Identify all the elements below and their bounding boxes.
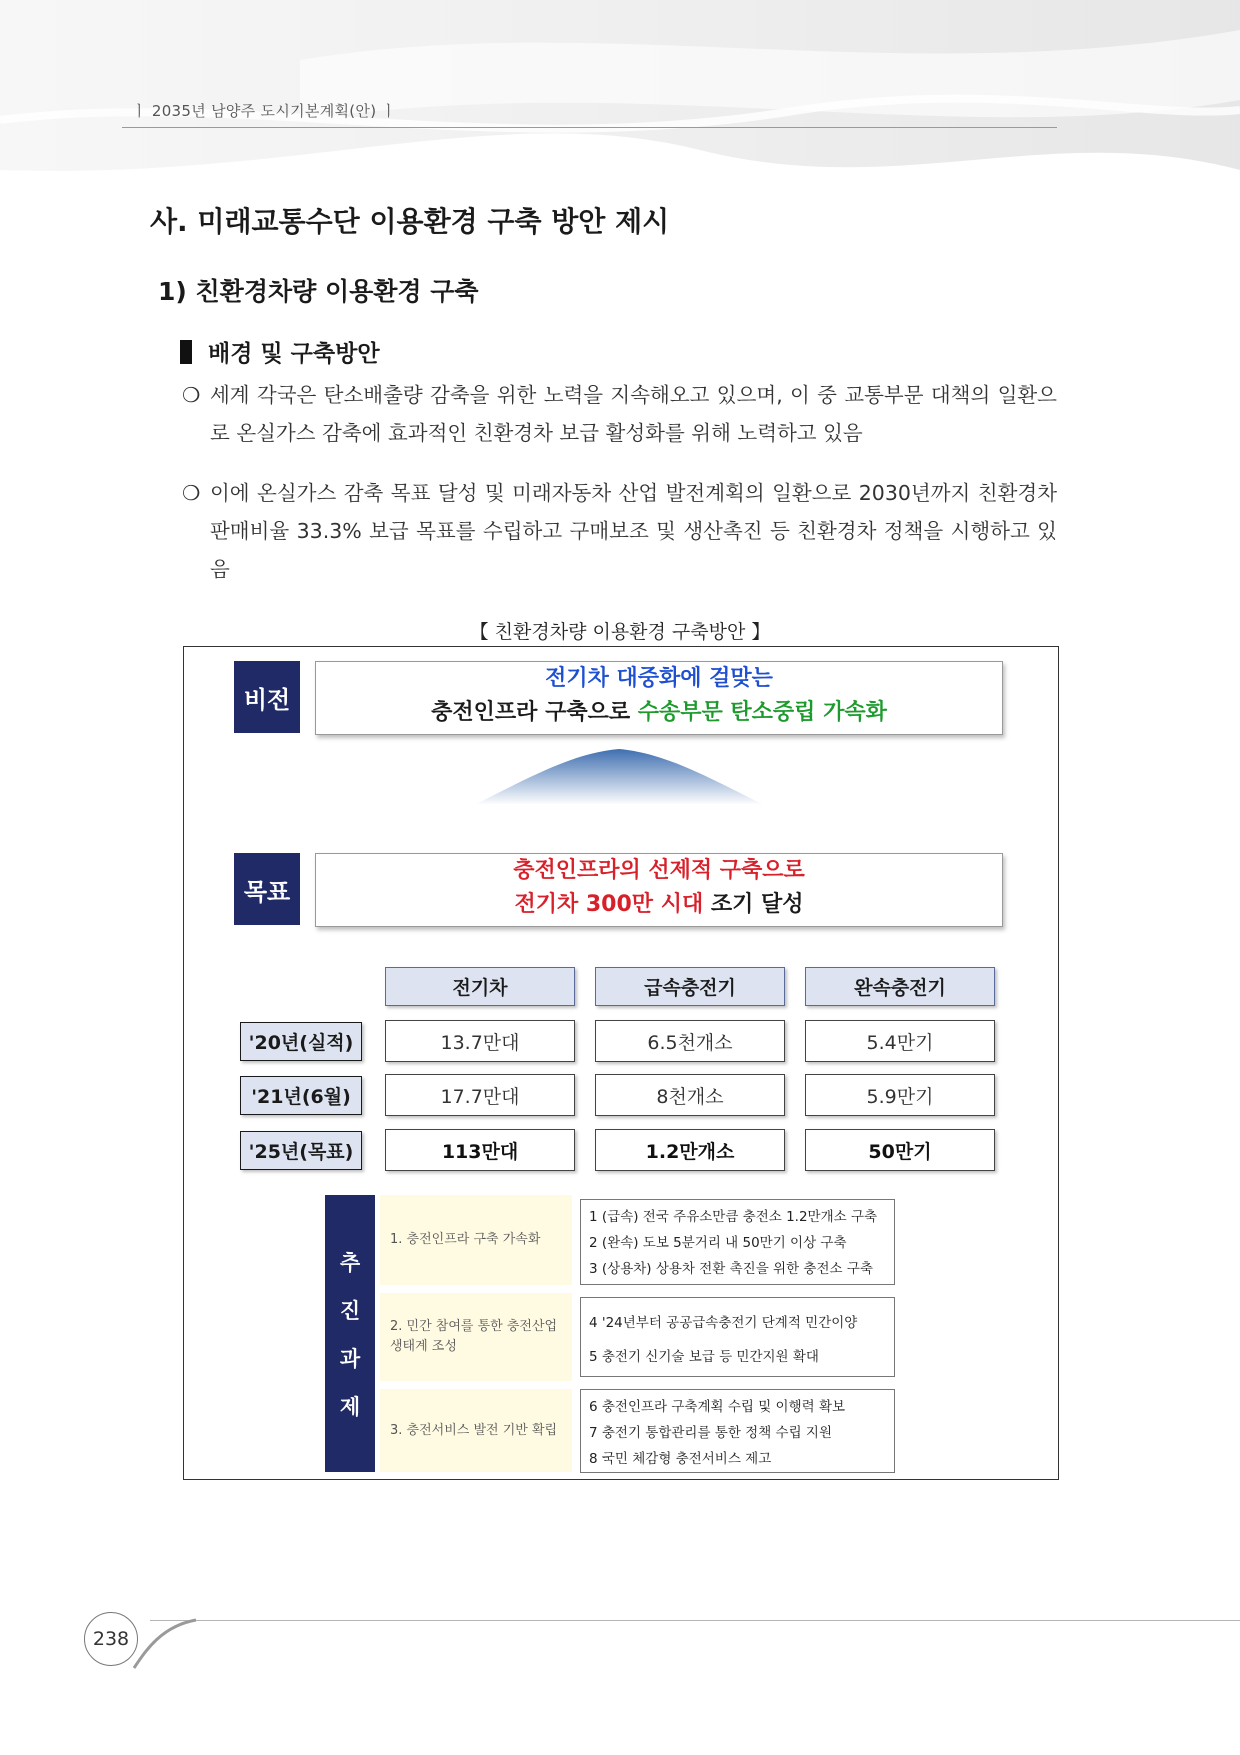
task-item: 7 충전기 통합관리를 통한 정책 수립 지원 — [589, 1425, 832, 1441]
task-list-2 — [580, 1297, 895, 1377]
table-cell: 8천개소 — [595, 1074, 785, 1116]
vision-line-2-part-b: 수송부문 탄소중립 가속화 — [637, 700, 887, 725]
table-cell: 6.5천개소 — [595, 1020, 785, 1062]
circle-bullet-icon: ❍ — [182, 383, 201, 407]
goal-statement — [315, 853, 1003, 927]
bullet-heading-text: 배경 및 구축방안 — [208, 341, 380, 367]
footer-swoosh-decoration — [128, 1610, 198, 1670]
column-header-ev: 전기차 — [385, 967, 575, 1006]
up-arrow-icon — [474, 745, 764, 805]
task-item: 3 (상용차) 상용차 전환 촉진을 위한 충전소 구축 — [589, 1261, 873, 1277]
section-title: 사. 미래교통수단 이용환경 구축 방안 제시 — [150, 205, 670, 238]
header-divider — [122, 127, 1057, 128]
page-number: 238 — [84, 1612, 138, 1666]
paragraph-2 — [182, 474, 1057, 588]
bullet-heading — [180, 335, 380, 368]
goal-line-2-part-a: 전기차 300만 시대 — [514, 892, 704, 917]
task-category-2: 2. 민간 참여를 통한 충전산업 생태계 조성 — [380, 1293, 572, 1381]
goal-line-2 — [316, 888, 1002, 922]
task-category-3: 3. 충전서비스 발전 기반 확립 — [380, 1389, 572, 1472]
tasks-label-char: 추 — [339, 1250, 361, 1275]
tasks-label-char: 과 — [339, 1346, 361, 1371]
tasks-label — [325, 1195, 375, 1472]
figure-caption: 【 친환경차량 이용환경 구축방안 】 — [469, 621, 771, 643]
table-cell: 5.4만기 — [805, 1020, 995, 1062]
running-header: ㅣ 2035년 남양주 도시기본계획(안) ㅣ — [132, 102, 397, 120]
figure-frame — [183, 646, 1059, 1480]
table-cell: 17.7만대 — [385, 1074, 575, 1116]
table-cell: 1.2만개소 — [595, 1129, 785, 1171]
vision-line-2 — [316, 696, 1002, 730]
vision-statement — [315, 661, 1003, 735]
table-cell: 50만기 — [805, 1129, 995, 1171]
table-cell: 13.7만대 — [385, 1020, 575, 1062]
table-cell: 113만대 — [385, 1129, 575, 1171]
vision-label: 비전 — [234, 661, 300, 733]
task-item: 8 국민 체감형 충전서비스 제고 — [589, 1451, 772, 1467]
goal-line-2-part-b: 조기 달성 — [703, 892, 804, 917]
tasks-label-char: 제 — [339, 1394, 361, 1419]
paragraph-text: 세계 각국은 탄소배출량 감축을 위한 노력을 지속해오고 있으며, 이 중 교통부문 대책의 일환으로 온실가스 감축에 효과적인 친환경차 보급 활성화를 위해 노력하고 있음 — [210, 383, 1057, 445]
subsection-title: 1) 친환경차량 이용환경 구축 — [158, 277, 479, 306]
tasks-label-char: 진 — [339, 1298, 361, 1323]
task-item: 5 충전기 신기술 보급 등 민간지원 확대 — [589, 1349, 819, 1365]
column-header-fast-charger: 급속충전기 — [595, 967, 785, 1006]
goal-line-1: 충전인프라의 선제적 구축으로 — [513, 858, 805, 883]
column-header-slow-charger: 완속충전기 — [805, 967, 995, 1006]
task-item: 4 '24년부터 공공급속충전기 단계적 민간이양 — [589, 1315, 858, 1331]
row-header-2025: '25년(목표) — [240, 1131, 362, 1170]
task-list-1 — [580, 1199, 895, 1285]
vision-line-1: 전기차 대중화에 걸맞는 — [545, 666, 773, 691]
row-header-2021: '21년(6월) — [240, 1076, 362, 1115]
circle-bullet-icon: ❍ — [182, 481, 201, 505]
paragraph-1 — [182, 376, 1057, 452]
square-bullet-icon — [180, 340, 192, 364]
task-item: 1 (급속) 전국 주유소만큼 충전소 1.2만개소 구축 — [589, 1209, 878, 1225]
table-cell: 5.9만기 — [805, 1074, 995, 1116]
task-list-3 — [580, 1389, 895, 1473]
task-category-1: 1. 충전인프라 구축 가속화 — [380, 1195, 572, 1285]
paragraph-text: 이에 온실가스 감축 목표 달성 및 미래자동차 산업 발전계획의 일환으로 2030년까지 친환경차 판매비율 33.3% 보급 목표를 수립하고 구매보조 및 생산촉진 등 친환경차 정책을 시행하고 있음 — [210, 481, 1057, 581]
task-item: 6 충전인프라 구축계획 수립 및 이행력 확보 — [589, 1399, 846, 1415]
vision-line-2-part-a: 충전인프라 구축으로 — [431, 700, 638, 725]
goal-label: 목표 — [234, 853, 300, 925]
row-header-2020: '20년(실적) — [240, 1022, 362, 1061]
footer-divider — [150, 1620, 1240, 1621]
task-item: 2 (완속) 도보 5분거리 내 50만기 이상 구축 — [589, 1235, 847, 1251]
